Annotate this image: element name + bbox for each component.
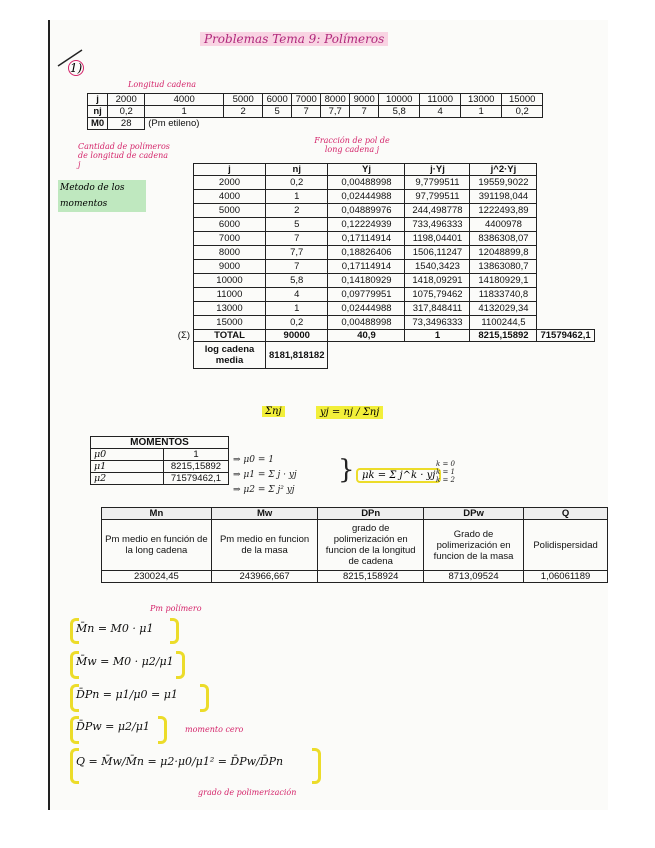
table-cell: 8000 [321, 94, 350, 106]
bracket-icon [200, 684, 209, 712]
table-cell: 1075,79462 [405, 288, 470, 302]
table-cell: 5000 [194, 204, 266, 218]
table-row [143, 218, 594, 232]
table-cell: 71579462,1 [164, 473, 229, 485]
table-header-row [91, 437, 229, 449]
table-cell: 391198,044 [470, 190, 537, 204]
table-cell: 10000 [194, 274, 266, 288]
brace-icon: } [338, 455, 355, 485]
table-cell: 73,3496333 [405, 316, 470, 330]
table-cell: 1 [145, 106, 224, 118]
table-cell: 5,8 [379, 106, 420, 118]
table-header: DPn [318, 508, 424, 520]
table-cell: 230024,45 [102, 571, 212, 583]
table-cell: 7000 [194, 232, 266, 246]
table-header: Mw [211, 508, 318, 520]
table-cell: 28 [108, 118, 145, 130]
table-row [143, 190, 594, 204]
table-cell: 11833740,8 [470, 288, 537, 302]
momento-general-formula: μk = Σ j^k · yj [356, 468, 441, 483]
table-cell: 1 [266, 302, 328, 316]
table-cell: 11000 [194, 288, 266, 302]
table-cell-empty [143, 176, 194, 190]
table-cell-empty [143, 246, 194, 260]
table-cell: 2000 [108, 94, 145, 106]
table-row [91, 473, 229, 485]
table-cell: 1 [405, 330, 470, 342]
bracket-icon [176, 651, 185, 679]
table-header: Yj [328, 164, 405, 176]
table-cell: 0,12224939 [328, 218, 405, 232]
table-cell: 6000 [263, 94, 292, 106]
formula-mn: M̄n = M0 · μ1 [76, 622, 154, 635]
formula-mw: M̄w = M0 · μ2/μ1 [76, 655, 174, 668]
table-cell-empty [143, 164, 194, 176]
table-cell: 8215,15892 [470, 330, 537, 342]
table-row [143, 274, 594, 288]
table-cell: j [88, 94, 108, 106]
table-cell: 0,18826406 [328, 246, 405, 260]
table-cell: 4000 [145, 94, 224, 106]
table-cell: 40,9 [328, 330, 405, 342]
table-cell: 90000 [266, 330, 328, 342]
table-cell: 8000 [194, 246, 266, 260]
bracket-icon [70, 618, 79, 644]
table-cell: 7,7 [321, 106, 350, 118]
sum-nj-note: Σnj [262, 406, 285, 417]
note-momento-cero: momento cero [185, 725, 244, 734]
yj-formula-note: yj = nj / Σnj [316, 406, 383, 419]
table-row [91, 461, 229, 473]
table-cell-empty [328, 342, 594, 369]
table-cell: 1540,3423 [405, 260, 470, 274]
table-cell: 0,2 [266, 176, 328, 190]
sigma-label: (Σ) [177, 330, 190, 341]
table-cell: 7 [292, 106, 321, 118]
table-header: Mn [102, 508, 212, 520]
table-cell: 0,17114914 [328, 232, 405, 246]
table-row [143, 288, 594, 302]
table-cell: 5000 [224, 94, 263, 106]
table-cell-empty [143, 204, 194, 218]
table-cell: 9000 [350, 94, 379, 106]
table-cell-empty [143, 288, 194, 302]
table-cell: nj [88, 106, 108, 118]
table-cell: (Pm etileno) [148, 118, 200, 130]
table-cell: 5,8 [266, 274, 328, 288]
table-row [143, 260, 594, 274]
top-data-table [87, 93, 543, 130]
table-row [143, 232, 594, 246]
table-cell-empty [143, 274, 194, 288]
table-header: MOMENTOS [91, 437, 229, 449]
table-cell: μ2 [91, 473, 164, 485]
table-cell: 1418,09291 [405, 274, 470, 288]
bracket-icon [312, 748, 321, 784]
results-table [101, 507, 608, 583]
momento-note: ⇒ μ0 = 1 [233, 455, 274, 465]
table-cell-empty [143, 218, 194, 232]
table-cell: 9000 [194, 260, 266, 274]
table-cell: 0,02444988 [328, 190, 405, 204]
table-cell: 0,00488998 [328, 316, 405, 330]
table-cell: 11000 [420, 94, 461, 106]
table-log-row [143, 342, 594, 369]
table-cell: Pm medio en funcion de la masa [211, 520, 318, 571]
table-cell: 7 [266, 260, 328, 274]
problem-number: 1) [69, 61, 83, 75]
table-cell-empty [143, 260, 194, 274]
table-cell: 733,496333 [405, 218, 470, 232]
bracket-icon [70, 716, 79, 744]
table-cell: 7 [350, 106, 379, 118]
table-cell: 5 [266, 218, 328, 232]
table-cell: 4 [266, 288, 328, 302]
table-cell: 13000 [461, 94, 502, 106]
table-cell: 7 [266, 232, 328, 246]
table-cell: 0,02444988 [328, 302, 405, 316]
note-cantidad: Cantidad de polímeros de longitud de cadena j [78, 142, 170, 169]
table-row [102, 571, 608, 583]
table-cell: 4400978 [470, 218, 537, 232]
table-cell: 15000 [194, 316, 266, 330]
table-cell: 0,04889976 [328, 204, 405, 218]
table-cell: M0 [88, 118, 108, 130]
formula-dpw: D̄Pw = μ2/μ1 [76, 720, 150, 733]
table-cell-empty [143, 232, 194, 246]
table-cell: 13863080,7 [470, 260, 537, 274]
table-cell-empty [143, 302, 194, 316]
table-cell: 243966,667 [211, 571, 318, 583]
table-total-row [143, 330, 594, 342]
table-header-row [102, 508, 608, 520]
table-cell: Polidispersidad [524, 520, 608, 571]
note-fraccion: Fracción de pol de long cadena j [314, 136, 390, 154]
table-cell: 7,7 [266, 246, 328, 260]
table-cell: 0,2 [502, 106, 543, 118]
table-cell: 2 [266, 204, 328, 218]
table-cell: 14180929,1 [470, 274, 537, 288]
table-header: j [194, 164, 266, 176]
table-row-nj [88, 106, 543, 118]
momentos-notes [233, 453, 297, 498]
table-cell: 0,00488998 [328, 176, 405, 190]
table-cell: 244,498778 [405, 204, 470, 218]
table-header: j^2·Yj [470, 164, 537, 176]
formula-q: Q = M̄w/M̄n = μ2·μ0/μ1² = D̄Pw/D̄Pn [76, 755, 284, 768]
table-cell: 4132029,34 [470, 302, 537, 316]
table-cell: 8386308,07 [470, 232, 537, 246]
table-cell: 0,2 [108, 106, 145, 118]
table-cell: 1,06061189 [524, 571, 608, 583]
table-cell: μ0 [91, 449, 164, 461]
table-cell-empty [143, 342, 194, 369]
formula-dpn: D̄Pn = μ1/μ0 = μ1 [76, 688, 178, 701]
table-cell: 0,09779951 [328, 288, 405, 302]
table-cell: 7000 [292, 94, 321, 106]
table-cell: 9,7799511 [405, 176, 470, 190]
note-pm-polimero: Pm polímero [150, 604, 202, 613]
table-row [143, 302, 594, 316]
table-cell: 6000 [194, 218, 266, 232]
table-cell: 4000 [194, 190, 266, 204]
table-header: j·Yj [405, 164, 470, 176]
table-cell: 1 [164, 449, 229, 461]
note-grado-polimerizacion: grado de polimerización [198, 788, 297, 797]
table-header-row [143, 164, 594, 176]
table-cell: 1 [266, 190, 328, 204]
main-data-table [143, 163, 595, 369]
momento-note: ⇒ μ2 = Σ j² yj [233, 485, 295, 495]
table-row [143, 204, 594, 218]
paper-page [48, 20, 608, 810]
table-cell: 8215,15892 [164, 461, 229, 473]
table-cell: μ1 [91, 461, 164, 473]
table-header: nj [266, 164, 328, 176]
table-cell: Grado de polimerización en funcion de la masa [424, 520, 524, 571]
table-cell: TOTAL [194, 330, 266, 342]
table-row [143, 246, 594, 260]
table-cell: 19559,9022 [470, 176, 537, 190]
table-cell: 1100244,5 [470, 316, 537, 330]
table-cell: 12048899,8 [470, 246, 537, 260]
note-metodo-momentos: Metodo de los momentos [58, 180, 146, 212]
table-cell: 0,2 [266, 316, 328, 330]
table-cell: 4 [420, 106, 461, 118]
table-cell: 15000 [502, 94, 543, 106]
table-row [143, 176, 594, 190]
table-cell: 1222493,89 [470, 204, 537, 218]
momento-note: ⇒ μ1 = Σ j · yj [233, 470, 297, 480]
bracket-icon [70, 748, 79, 784]
table-row [91, 449, 229, 461]
page-title: Problemas Tema 9: Polímeros [200, 32, 388, 46]
k-values: k = 0 k = 1 k = 2 [436, 460, 456, 484]
table-cell: 8713,09524 [424, 571, 524, 583]
table-header: Q [524, 508, 608, 520]
table-cell: 0,17114914 [328, 260, 405, 274]
table-cell: 5 [263, 106, 292, 118]
table-cell: Pm medio en función de la long cadena [102, 520, 212, 571]
table-cell: 10000 [379, 94, 420, 106]
table-cell: 13000 [194, 302, 266, 316]
table-cell-empty [143, 190, 194, 204]
table-cell: 97,799511 [405, 190, 470, 204]
table-cell: 1506,11247 [405, 246, 470, 260]
table-row-j [88, 94, 543, 106]
table-cell: 71579462,1 [537, 330, 594, 342]
momentos-table [90, 436, 229, 485]
table-header: DPw [424, 508, 524, 520]
table-cell: log cadena media [194, 342, 266, 369]
table-cell: 2 [224, 106, 263, 118]
table-row-m0 [88, 118, 543, 130]
table-cell-empty [143, 316, 194, 330]
table-cell: 8215,158924 [318, 571, 424, 583]
bracket-icon [158, 716, 167, 744]
bracket-icon [70, 684, 79, 712]
table-cell: 0,14180929 [328, 274, 405, 288]
table-cell: 1198,04401 [405, 232, 470, 246]
table-row [143, 316, 594, 330]
bracket-icon [70, 651, 79, 679]
table-cell: 2000 [194, 176, 266, 190]
table-cell: grado de polimerización en funcion de la longitud de cadena [318, 520, 424, 571]
table-row [102, 520, 608, 571]
table-cell: 317,848411 [405, 302, 470, 316]
bracket-icon [170, 618, 179, 644]
table-cell: 1 [461, 106, 502, 118]
table-cell: 8181,818182 [266, 342, 328, 369]
note-longitud-cadena: Longitud cadena [128, 80, 197, 89]
